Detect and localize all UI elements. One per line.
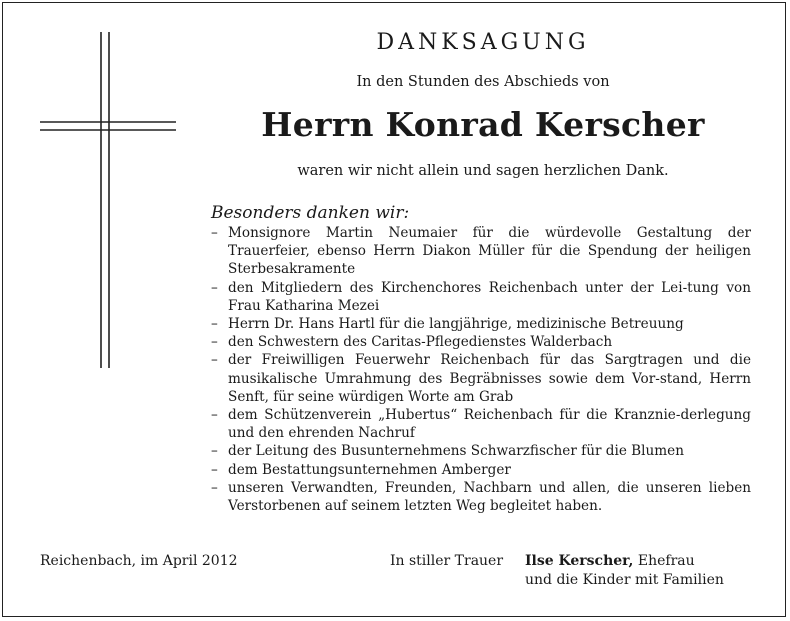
intro-line: In den Stunden des Abschieds von xyxy=(356,74,610,90)
list-item-text: den Mitgliedern des Kirchenchores Reichenbach unter der Lei-tung von Frau Katharina Mezei xyxy=(228,279,751,314)
list-item xyxy=(211,279,751,315)
list-item xyxy=(211,406,751,442)
list-item-text: den Schwestern des Caritas-Pflegedienstes Walderbach xyxy=(228,334,613,351)
mourner-relation: Ehefrau xyxy=(637,553,695,569)
thanks-line: waren wir nicht allein und sagen herzlichen Dank. xyxy=(297,163,669,179)
mourner-block xyxy=(525,552,724,590)
list-dash: – xyxy=(211,443,218,460)
list-item-text: Monsignore Martin Neumaier für die würdevolle Gestaltung der Trauerfeier, ebenso Herrn Diakon Müller für die Spendung der heiligen Sterbesakramente xyxy=(228,225,751,278)
thanks-list xyxy=(211,224,751,515)
mourning-label: In stiller Trauer xyxy=(390,553,504,569)
list-dash: – xyxy=(211,316,218,333)
list-item-text: dem Schützenverein „Hubertus“ Reichenbach für die Kranznie-derlegung und den ehrenden Nachruf xyxy=(228,407,751,442)
list-dash: – xyxy=(211,225,218,241)
list-item-text: Herrn Dr. Hans Hartl für die langjährige, medizinische Betreuung xyxy=(228,316,684,333)
list-dash: – xyxy=(211,479,218,496)
deceased-name: Herrn Konrad Kerscher xyxy=(261,105,705,144)
cross-icon xyxy=(40,32,176,368)
list-item-text: dem Bestattungsunternehmen Amberger xyxy=(228,461,511,478)
list-item xyxy=(211,333,751,351)
list-item xyxy=(211,224,751,279)
list-item xyxy=(211,315,751,333)
mourner-line xyxy=(525,552,724,571)
list-dash: – xyxy=(211,407,218,424)
list-dash: – xyxy=(211,461,218,478)
mourner-family: und die Kinder mit Familien xyxy=(525,572,724,588)
special-thanks-heading: Besonders danken wir: xyxy=(211,203,410,223)
list-dash: – xyxy=(211,352,218,369)
list-item xyxy=(211,442,751,460)
mourner-name: Ilse Kerscher, xyxy=(525,553,634,569)
list-item xyxy=(211,351,751,406)
list-item-text: der Freiwilligen Feuerwehr Reichenbach für das Sargtragen und die musikalische Umrahmung des Begräbnisses sowie dem Vor-stand, Herrn Senft, für seine würdigen Worte am Grab xyxy=(228,352,751,405)
notice-title: DANKSAGUNG xyxy=(376,30,590,55)
list-item-text: unseren Verwandten, Freunden, Nachbarn und allen, die unseren lieben Verstorbenen auf seinem letzten Weg begleitet haben. xyxy=(228,479,751,515)
list-item xyxy=(211,461,751,479)
list-item-text: der Leitung des Busunternehmens Schwarzfischer für die Blumen xyxy=(228,443,684,460)
list-dash: – xyxy=(211,334,218,351)
place-date: Reichenbach, im April 2012 xyxy=(40,553,238,569)
list-dash: – xyxy=(211,279,218,296)
list-item xyxy=(211,479,751,515)
